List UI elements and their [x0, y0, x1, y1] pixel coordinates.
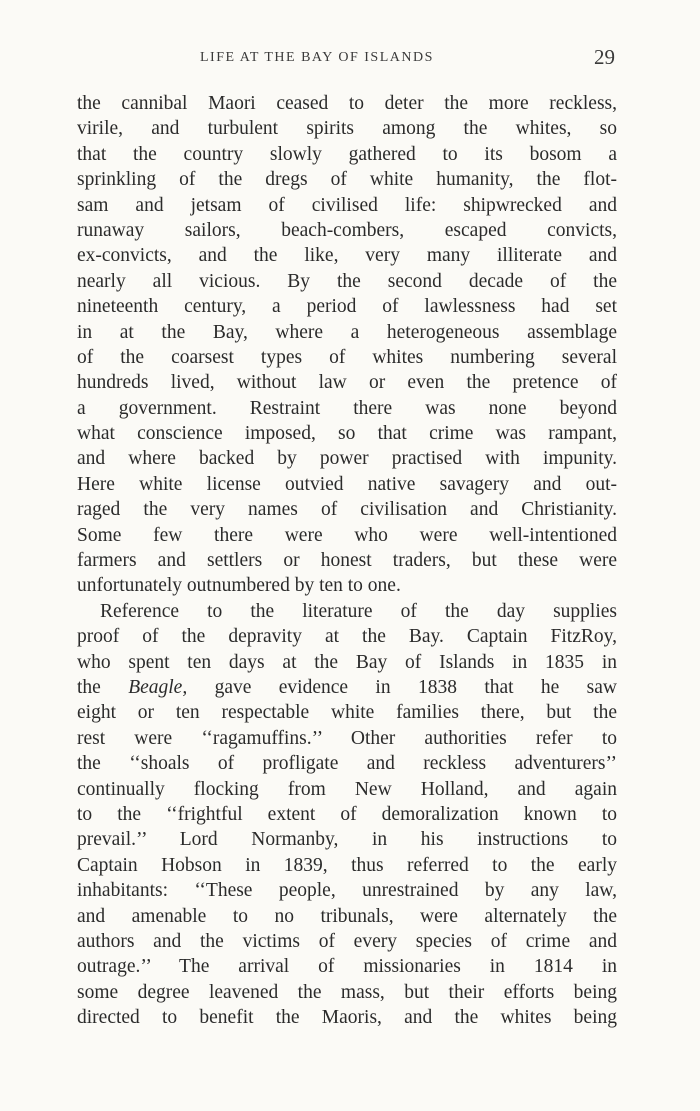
text-line: the cannibal Maori ceased to deter the more reckless, [77, 93, 617, 114]
text-line: a government. Restraint there was none beyond [77, 397, 617, 419]
text-line: runaway sailors, beach-combers, escaped convicts, [77, 219, 617, 241]
text-line: that the country slowly gathered to its bosom a [77, 143, 617, 165]
text-line: authors and the victims of every species of crime and [77, 930, 617, 952]
text-line: Reference to the literature of the day supplies [100, 600, 617, 622]
text-line: to the ‘‘frightful extent of demoralization known to [77, 803, 617, 825]
text-line: of the coarsest types of whites numbering several [77, 346, 617, 368]
text-line: raged the very names of civilisation and Christianity. [77, 499, 617, 521]
text-line: Some few there were who were well-intentioned [77, 524, 617, 546]
text-line [77, 675, 617, 700]
running-title: LIFE AT THE BAY OF ISLANDS [200, 50, 434, 65]
text-line: prevail.’’ Lord Normanby, in his instructions to [77, 829, 617, 851]
text-line: nineteenth century, a period of lawlessness had set [77, 296, 617, 318]
text-line: continually flocking from New Holland, and again [77, 778, 617, 800]
text-line: unfortunately outnumbered by ten to one. [77, 575, 401, 597]
text-line: virile, and turbulent spirits among the whites, so [77, 118, 617, 140]
text-line: rest were ‘‘ragamuffins.’’ Other authorities refer to [77, 727, 617, 749]
text-line: farmers and settlers or honest traders, but these were [77, 550, 617, 572]
text-line: outrage.’’ The arrival of missionaries in 1814 in [77, 956, 617, 978]
text-line: eight or ten respectable white families there, but the [77, 702, 617, 724]
text-line: Here white license outvied native savagery and out- [77, 473, 617, 495]
text-line: what conscience imposed, so that crime was rampant, [77, 423, 617, 445]
text-line: sam and jetsam of civilised life: shipwrecked and [77, 194, 617, 216]
text-line: proof of the depravity at the Bay. Captain FitzRoy, [77, 626, 617, 648]
text-line: ex-convicts, and the like, very many illiterate and [77, 245, 617, 267]
text-line: Captain Hobson in 1839, thus referred to the early [77, 854, 617, 876]
text-line: nearly all vicious. By the second decade of the [77, 270, 617, 292]
text-line: directed to benefit the Maoris, and the whites being [77, 1007, 617, 1029]
text-line: in at the Bay, where a heterogeneous assemblage [77, 321, 617, 343]
ship-name: Beagle, [128, 676, 188, 698]
text-line: hundreds lived, without law or even the pretence of [77, 372, 617, 394]
text-line: and where backed by power practised with impunity. [77, 448, 617, 470]
page-number: 29 [594, 45, 615, 69]
text-line: sprinkling of the dregs of white humanity, the flot- [77, 169, 617, 191]
text-line-rest: gave evidence in 1838 that he saw [214, 676, 617, 698]
body-text [77, 91, 617, 1030]
text-line: some degree leavened the mass, but their efforts being [77, 981, 617, 1003]
text-line: and amenable to no tribunals, were alternately the [77, 905, 617, 927]
text-line: the ‘‘shoals of profligate and reckless adventurers’’ [77, 753, 617, 775]
text-line-prefix: the [77, 676, 101, 698]
text-line: who spent ten days at the Bay of Islands in 1835 in [77, 651, 617, 673]
text-line: inhabitants: ‘‘These people, unrestrained by any law, [77, 880, 617, 902]
